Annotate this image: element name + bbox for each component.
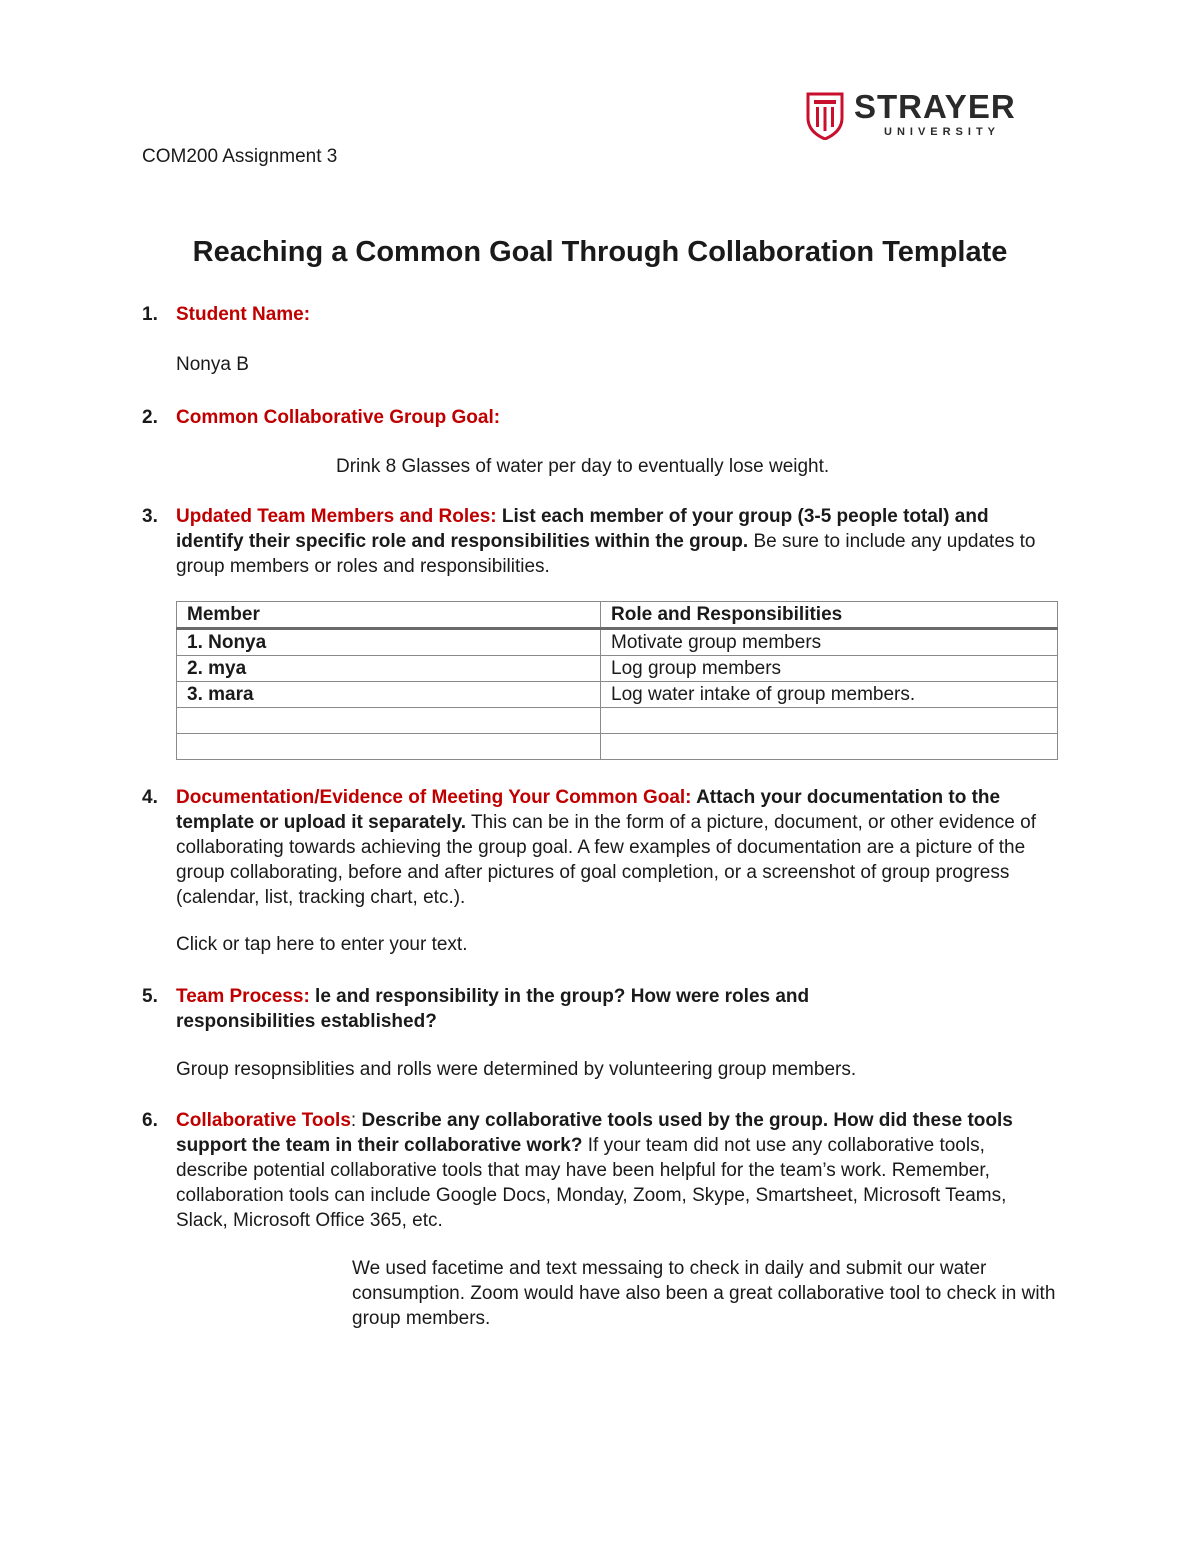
column-header-member: Member <box>177 602 601 629</box>
table-row <box>177 629 1058 656</box>
section-heading <box>176 405 1066 430</box>
table-row <box>177 734 1058 760</box>
column-header-role: Role and Responsibilities <box>601 602 1058 629</box>
team-members-table <box>176 601 1058 760</box>
table-row <box>177 708 1058 734</box>
section-heading <box>176 785 1056 910</box>
student-name-answer[interactable]: Nonya B <box>176 354 249 375</box>
role-cell[interactable] <box>601 734 1058 760</box>
section-label: Common Collaborative Group Goal: <box>176 407 501 428</box>
section-label: Documentation/Evidence of Meeting Your Common Goal: <box>176 787 692 808</box>
member-cell[interactable] <box>177 734 601 760</box>
collaborative-tools-answer[interactable]: We used facetime and text messaing to check in daily and submit our water consumption. Zoom would have also been a great collaborative tool to check in with group members. <box>352 1258 1056 1329</box>
section-label: Team Process: <box>176 986 310 1007</box>
team-process-answer[interactable]: Group resopnsiblities and rolls were determined by volunteering group members. <box>176 1059 857 1080</box>
table-header-row <box>177 602 1058 629</box>
section-heading <box>176 984 936 1034</box>
section-number: 1. <box>142 304 158 325</box>
strayer-logo <box>806 90 1016 142</box>
section-note: If your team did not use any collaborative tools, describe potential collaborative tools that may have been helpful for the team’s work. Remember, collaboration tools can include Google Docs, Monday, Zoom, Skype, Smartsheet, Microsoft Teams, Slack, Microsoft Office 365, etc. <box>176 1135 1007 1231</box>
role-cell[interactable] <box>601 708 1058 734</box>
group-goal-answer[interactable]: Drink 8 Glasses of water per day to eventually lose weight. <box>336 456 830 477</box>
table-row <box>177 656 1058 682</box>
role-cell[interactable]: Log group members <box>601 656 1058 682</box>
section-number: 3. <box>142 506 158 527</box>
section-label: Updated Team Members and Roles: <box>176 506 497 527</box>
section-instructions: Describe any collaborative tools used by the group. How did these tools support the team in their collaborative work? <box>176 1110 1013 1156</box>
table-row <box>177 682 1058 708</box>
logo-wordmark: STRAYER <box>854 88 1016 125</box>
member-cell[interactable] <box>177 708 601 734</box>
section-colon: : <box>350 1110 357 1131</box>
section-label: Collaborative Tools <box>176 1110 351 1131</box>
section-instructions: List each member of your group (3-5 people total) and identify their specific role and responsibilities within the group. <box>176 506 989 552</box>
section-number: 2. <box>142 407 158 428</box>
shield-icon <box>806 90 846 140</box>
section-number: 4. <box>142 787 158 808</box>
section-instructions: le and responsibility in the group? How were roles and responsibilities established? <box>176 986 810 1032</box>
section-label: Student Name: <box>176 304 311 325</box>
member-cell[interactable]: 3. mara <box>177 682 601 708</box>
section-heading <box>176 504 1061 579</box>
role-cell[interactable]: Motivate group members <box>601 629 1058 656</box>
section-instructions: Attach your documentation to the template or upload it separately. <box>176 787 1001 833</box>
member-cell[interactable]: 2. mya <box>177 656 601 682</box>
member-cell[interactable]: 1. Nonya <box>177 629 601 656</box>
documentation-placeholder[interactable]: Click or tap here to enter your text. <box>176 934 468 955</box>
role-cell[interactable]: Log water intake of group members. <box>601 682 1058 708</box>
section-note: This can be in the form of a picture, document, or other evidence of collaborating towards achieving the group goal. A few examples of documentation are a picture of the group collaborating, before and after pictures of goal completion, or a screenshot of group progress (calendar, list, tracking chart, etc.). <box>176 812 1036 908</box>
section-note: Be sure to include any updates to group members or roles and responsibilities. <box>176 531 1036 577</box>
section-heading <box>176 302 1066 327</box>
section-number: 6. <box>142 1110 158 1131</box>
page-title: Reaching a Common Goal Through Collaboration Template <box>192 236 1008 268</box>
logo-subtitle: UNIVERSITY <box>884 126 1001 138</box>
course-label: COM200 Assignment 3 <box>142 146 338 167</box>
section-heading <box>176 1108 1056 1233</box>
section-number: 5. <box>142 986 158 1007</box>
